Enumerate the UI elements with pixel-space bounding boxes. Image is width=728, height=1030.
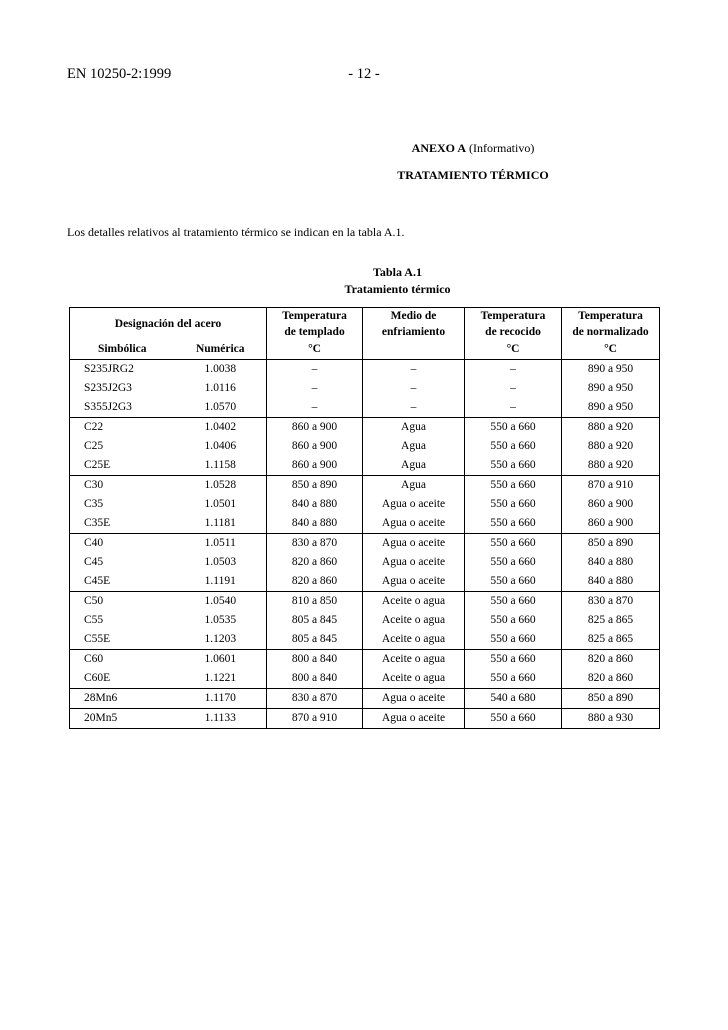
cell-normalize-temp: 850 a 890 (562, 689, 660, 709)
cell-numeric: 1.0501 (204, 498, 237, 510)
page-number: - 12 - (348, 66, 380, 82)
header-designation: Designación del acero (70, 308, 267, 341)
header-medium-line2: enfriamiento (363, 324, 465, 340)
cell-anneal-temp: – (465, 398, 562, 418)
cell-normalize-temp: 840 a 880 (562, 572, 660, 592)
table-number (0, 265, 728, 280)
cell-symbolic: S235JRG2 (70, 360, 175, 380)
header-unit-anneal: °C (465, 340, 562, 360)
cell-normalize-temp: 880 a 920 (562, 418, 660, 438)
table-row (70, 456, 660, 476)
cell-symbolic: C50 (70, 592, 175, 612)
cell-cooling-medium: Aceite o agua (363, 592, 465, 612)
cell-cooling-medium: Agua (363, 456, 465, 476)
cell-symbolic: 28Mn6 (70, 689, 175, 709)
cell-quench-temp: 805 a 845 (267, 611, 363, 630)
header-unit-quench: °C (267, 340, 363, 360)
cell-numeric: 1.1221 (175, 669, 267, 689)
cell-symbolic: C30 (70, 476, 175, 496)
table-row (70, 398, 660, 418)
cell-quench-temp: 820 a 860 (267, 553, 363, 572)
cell-cooling-medium: Agua (363, 476, 465, 496)
cell-cooling-medium: – (363, 398, 465, 418)
cell-symbolic: S235J2G3 (70, 379, 175, 398)
cell-anneal-temp: 550 a 660 (465, 611, 562, 630)
cell-quench-temp: 860 a 900 (267, 437, 363, 456)
heat-treatment-table (69, 307, 660, 729)
cell-symbolic: C45E (70, 572, 175, 592)
cell-quench-temp: 870 a 910 (267, 709, 363, 729)
annex-title-text: TRATAMIENTO TÉRMICO (397, 168, 549, 182)
table-row (70, 418, 660, 438)
cell-quench-temp: 860 a 900 (267, 456, 363, 476)
cell-numeric: 1.0601 (204, 653, 237, 665)
cell-symbolic: C55E (70, 630, 175, 650)
cell-anneal-temp: 550 a 660 (465, 709, 562, 729)
cell-normalize-temp: 820 a 860 (562, 650, 660, 670)
cell-symbolic: C25E (70, 456, 175, 476)
cell-normalize-temp: 830 a 870 (562, 592, 660, 612)
cell-quench-temp: – (267, 360, 363, 380)
cell-normalize-temp: 860 a 900 (562, 514, 660, 534)
table-row (70, 592, 660, 612)
cell-anneal-temp: 550 a 660 (465, 418, 562, 438)
cell-normalize-temp: 890 a 950 (562, 360, 660, 380)
cell-symbolic: C55 (70, 611, 175, 630)
cell-symbolic: C25 (70, 437, 175, 456)
table-row (70, 495, 660, 514)
cell-cooling-medium: Agua o aceite (363, 514, 465, 534)
header-anneal-line2: de recocido (465, 324, 562, 340)
intro-paragraph: Los detalles relativos al tratamiento térmico se indican en la tabla A.1. (67, 225, 405, 239)
table-row (70, 572, 660, 592)
table-row (70, 689, 660, 709)
cell-cooling-medium: Aceite o agua (363, 611, 465, 630)
cell-symbolic: C60E (70, 669, 175, 689)
cell-cooling-medium: Agua (363, 437, 465, 456)
header-normal-line1: Temperatura (562, 308, 660, 325)
cell-symbolic: C35E (70, 514, 175, 534)
cell-normalize-temp: 880 a 920 (562, 437, 660, 456)
cell-numeric: 1.0116 (204, 382, 236, 394)
cell-cooling-medium: Agua o aceite (363, 534, 465, 554)
annex-heading (0, 141, 728, 156)
table-title-text: Tratamiento térmico (344, 282, 451, 296)
cell-numeric: 1.1203 (175, 630, 267, 650)
cell-anneal-temp: 550 a 660 (465, 630, 562, 650)
cell-quench-temp: 810 a 850 (267, 592, 363, 612)
cell-anneal-temp: 550 a 660 (465, 592, 562, 612)
annex-label: ANEXO A (411, 141, 467, 155)
cell-numeric: 1.0540 (204, 595, 237, 607)
cell-cooling-medium: Aceite o agua (363, 669, 465, 689)
table-number-text: Tabla A.1 (373, 265, 422, 279)
cell-quench-temp: – (267, 398, 363, 418)
table-row (70, 476, 660, 496)
cell-quench-temp: – (267, 379, 363, 398)
cell-anneal-temp: – (465, 379, 562, 398)
cell-anneal-temp: 550 a 660 (465, 669, 562, 689)
cell-normalize-temp: 840 a 880 (562, 553, 660, 572)
cell-symbolic: C60 (70, 650, 175, 670)
table-row (70, 553, 660, 572)
cell-numeric: 1.0503 (204, 556, 237, 568)
cell-cooling-medium: – (363, 360, 465, 380)
header-quench-line2: de templado (267, 324, 363, 340)
table-row (70, 630, 660, 650)
cell-numeric: 1.1158 (175, 456, 267, 476)
cell-numeric: 1.0406 (204, 440, 237, 452)
header-quench-line1: Temperatura (267, 308, 363, 325)
cell-numeric: 1.0402 (204, 421, 237, 433)
header-unit-normal: °C (562, 340, 660, 360)
cell-anneal-temp: 550 a 660 (465, 437, 562, 456)
cell-normalize-temp: 850 a 890 (562, 534, 660, 554)
cell-numeric: 1.0528 (204, 479, 237, 491)
cell-symbolic: C22 (70, 418, 175, 438)
cell-cooling-medium: Aceite o agua (363, 650, 465, 670)
cell-cooling-medium: Agua o aceite (363, 572, 465, 592)
table-row (70, 379, 660, 398)
table-row (70, 534, 660, 554)
cell-symbolic: 20Mn5 (70, 709, 175, 729)
cell-anneal-temp: 550 a 660 (465, 456, 562, 476)
cell-normalize-temp: 880 a 930 (562, 709, 660, 729)
cell-quench-temp: 800 a 840 (267, 650, 363, 670)
table-row (70, 650, 660, 670)
cell-anneal-temp: 550 a 660 (465, 650, 562, 670)
cell-anneal-temp: 540 a 680 (465, 689, 562, 709)
header-normal-line2: de normalizado (562, 324, 660, 340)
cell-numeric: 1.0570 (175, 398, 267, 418)
cell-symbolic: C35 (70, 495, 175, 514)
cell-anneal-temp: 550 a 660 (465, 534, 562, 554)
cell-numeric: 1.1181 (175, 514, 267, 534)
cell-symbolic: C40 (70, 534, 175, 554)
header-unit-medium (363, 340, 465, 360)
cell-numeric: 1.0038 (204, 363, 237, 375)
cell-quench-temp: 840 a 880 (267, 514, 363, 534)
cell-numeric: 1.0535 (204, 614, 237, 626)
cell-symbolic: C45 (70, 553, 175, 572)
cell-anneal-temp: 550 a 660 (465, 572, 562, 592)
cell-quench-temp: 830 a 870 (267, 534, 363, 554)
cell-cooling-medium: Agua o aceite (363, 689, 465, 709)
cell-numeric: 1.1133 (175, 709, 267, 729)
table-row (70, 514, 660, 534)
cell-numeric: 1.1191 (175, 572, 267, 592)
cell-anneal-temp: 550 a 660 (465, 476, 562, 496)
cell-quench-temp: 850 a 890 (267, 476, 363, 496)
header-medium-line1: Medio de (363, 308, 465, 325)
cell-cooling-medium: Agua o aceite (363, 553, 465, 572)
cell-cooling-medium: Aceite o agua (363, 630, 465, 650)
table-row (70, 611, 660, 630)
cell-normalize-temp: 820 a 860 (562, 669, 660, 689)
cell-anneal-temp: 550 a 660 (465, 553, 562, 572)
table-body (70, 360, 660, 729)
cell-symbolic: S355J2G3 (70, 398, 175, 418)
cell-quench-temp: 820 a 860 (267, 572, 363, 592)
cell-normalize-temp: 825 a 865 (562, 611, 660, 630)
cell-anneal-temp: 550 a 660 (465, 514, 562, 534)
cell-numeric: 1.1170 (175, 689, 267, 709)
cell-normalize-temp: 890 a 950 (562, 398, 660, 418)
cell-cooling-medium: Agua o aceite (363, 495, 465, 514)
header-numeric: Numérica (175, 340, 267, 360)
annex-type: (Informativo) (469, 141, 535, 155)
header-symbolic: Simbólica (70, 340, 175, 360)
cell-normalize-temp: 870 a 910 (562, 476, 660, 496)
cell-normalize-temp: 880 a 920 (562, 456, 660, 476)
cell-quench-temp: 840 a 880 (267, 495, 363, 514)
document-code: EN 10250-2:1999 (67, 66, 172, 82)
cell-numeric: 1.0511 (204, 537, 236, 549)
cell-cooling-medium: – (363, 379, 465, 398)
table-row (70, 669, 660, 689)
cell-normalize-temp: 825 a 865 (562, 630, 660, 650)
table-row (70, 709, 660, 729)
cell-quench-temp: 800 a 840 (267, 669, 363, 689)
cell-anneal-temp: 550 a 660 (465, 495, 562, 514)
table-row (70, 437, 660, 456)
cell-cooling-medium: Agua o aceite (363, 709, 465, 729)
cell-quench-temp: 805 a 845 (267, 630, 363, 650)
cell-quench-temp: 860 a 900 (267, 418, 363, 438)
cell-normalize-temp: 860 a 900 (562, 495, 660, 514)
cell-anneal-temp: – (465, 360, 562, 380)
annex-title (0, 168, 728, 183)
cell-quench-temp: 830 a 870 (267, 689, 363, 709)
header-anneal-line1: Temperatura (465, 308, 562, 325)
table-row (70, 360, 660, 380)
cell-normalize-temp: 890 a 950 (562, 379, 660, 398)
cell-cooling-medium: Agua (363, 418, 465, 438)
table-title (0, 282, 728, 297)
